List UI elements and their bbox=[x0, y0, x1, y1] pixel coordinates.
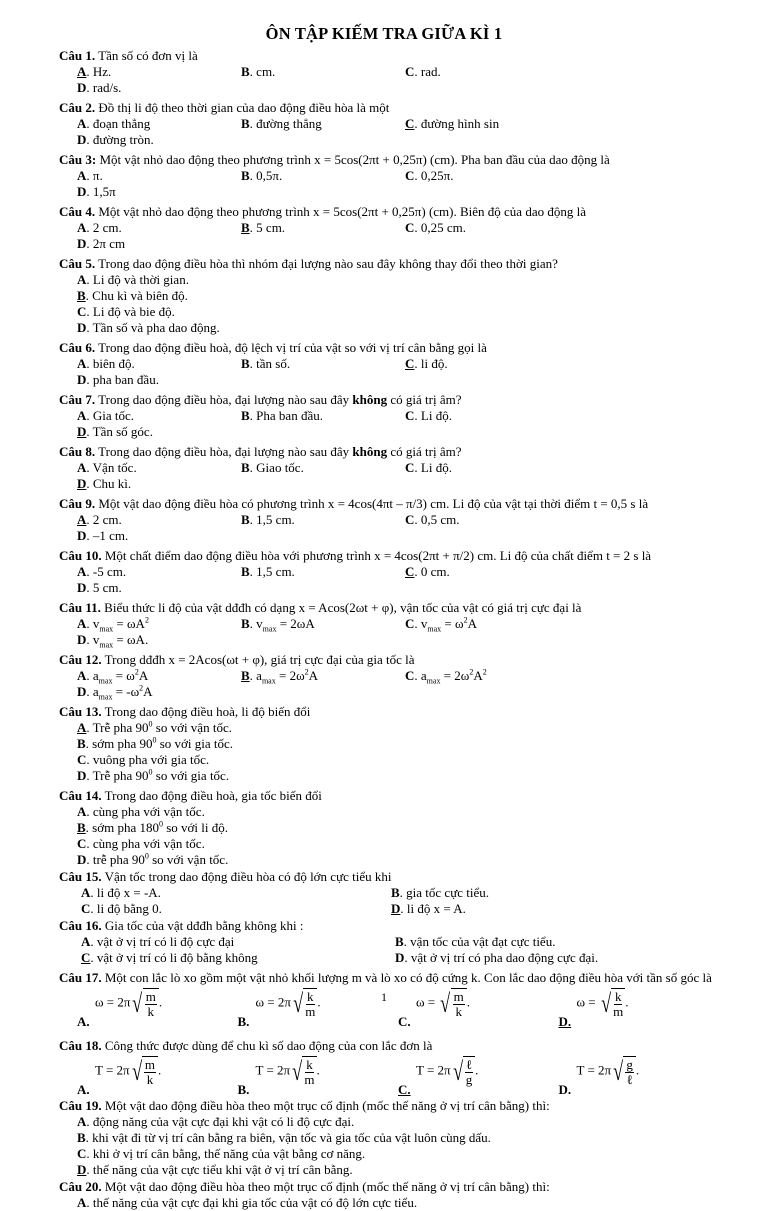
option-d[interactable]: D. vật ở vị trí có pha dao động cực đại. bbox=[395, 950, 599, 965]
question-text: Công thức được dùng để chu kì số dao động của con lắc đơn là bbox=[101, 1038, 433, 1053]
question-text: Vận tốc trong dao động điều hòa có độ lớn cực tiểu khi bbox=[101, 869, 392, 884]
question-number: Câu 14. bbox=[59, 788, 102, 803]
question-text: Một vật nhỏ dao động theo phương trình x = 5cos(2πt + 0,25π) (cm). Pha ban đầu của dao động là bbox=[96, 152, 610, 167]
option-d[interactable]: D. 2π cm bbox=[77, 236, 126, 251]
option-d[interactable]: D. $v_{max} = \omega A$. bbox=[77, 632, 149, 650]
question-text: Một vật dao động điều hòa có phương trình x = 4cos(4πt – π/3) cm. Li độ của vật tại thời điểm t = 0,5 s là bbox=[95, 496, 649, 511]
option-a[interactable]: A. 2 cm. bbox=[77, 220, 122, 235]
formula: T = 2π √ $\frac{\text{ℓ}}{g}$ . bbox=[416, 1056, 479, 1087]
question-text: Đồ thị li độ theo thời gian của dao động điều hòa là một bbox=[95, 100, 390, 115]
question-number: Câu 1. bbox=[59, 48, 96, 63]
question-2 bbox=[59, 100, 719, 148]
question-number: Câu 7. bbox=[59, 392, 96, 407]
question-20 bbox=[59, 1179, 719, 1211]
option-b[interactable]: B. ω = 2π √ $\frac{k}{m}$ . bbox=[237, 988, 321, 1029]
keyword-not: không bbox=[352, 392, 388, 407]
question-number: Câu 2. bbox=[59, 100, 96, 115]
option-d[interactable]: D. Chu kì. bbox=[77, 476, 132, 491]
page-number: 1 bbox=[381, 990, 387, 1004]
question-number: Câu 13. bbox=[59, 704, 102, 719]
option-d[interactable]: D. Trễ pha $90^0$ so với gia tốc. bbox=[77, 767, 230, 783]
question-6 bbox=[59, 340, 719, 388]
option-b[interactable]: B. Pha ban đầu. bbox=[241, 408, 323, 423]
question-19 bbox=[59, 1098, 719, 1178]
question-15 bbox=[59, 869, 719, 917]
question-number: Câu 16. bbox=[59, 918, 102, 933]
question-12 bbox=[59, 652, 719, 700]
option-d[interactable]: D. 5 cm. bbox=[77, 580, 122, 595]
sqrt-icon: √ bbox=[132, 988, 143, 1018]
question-number: Câu 9. bbox=[59, 496, 96, 511]
option-c[interactable]: C. Li độ. bbox=[405, 460, 452, 475]
formula: T = 2π √ $\frac{g}{\text{ℓ}}$ . bbox=[576, 1056, 640, 1087]
page-title: ÔN TẬP KIẾM TRA GIỮA KÌ 1 bbox=[265, 24, 503, 43]
question-number: Câu 11. bbox=[59, 600, 101, 615]
option-a[interactable]: A. Gia tốc. bbox=[77, 408, 135, 423]
option-a[interactable]: A. động năng của vật cực đại khi vật có li độ cực đại. bbox=[77, 1114, 355, 1129]
option-c[interactable]: C. 0 cm. bbox=[405, 564, 450, 579]
sqrt-icon: √ bbox=[613, 1056, 624, 1086]
option-b[interactable]: B. $v_{max} = 2\omega A$ bbox=[241, 616, 315, 634]
question-text: Một vật dao động điều hòa theo một trục cố định (mốc thế năng ở vị trí cân bằng) thì: bbox=[101, 1098, 550, 1113]
question-number: Câu 10. bbox=[59, 548, 102, 563]
option-d[interactable]: D. rad/s. bbox=[77, 80, 122, 95]
option-d[interactable]: D. –1 cm. bbox=[77, 528, 129, 543]
option-a[interactable]: A. biên độ. bbox=[77, 356, 135, 371]
option-d[interactable]: D. T = 2π √ $\frac{g}{\text{ℓ}}$ . bbox=[558, 1056, 640, 1097]
option-d[interactable]: D. thế năng của vật cực tiểu khi vật ở vị trí cân bằng. bbox=[77, 1162, 353, 1177]
option-a[interactable]: A. thế năng của vật cực đại khi gia tốc của vật có độ lớn cực tiểu. bbox=[77, 1195, 418, 1210]
question-text: Trong dđđh x = 2Acos(ωt + φ), giá trị cực đại của gia tốc là bbox=[101, 652, 415, 667]
question-text: Một vật dao động điều hòa theo một trục cố định (mốc thế năng ở vị trí cân bằng) thì: bbox=[101, 1179, 550, 1194]
question-number: Câu 17. bbox=[59, 970, 102, 985]
option-c[interactable]: C. vật ở vị trí có li độ bằng không bbox=[81, 950, 258, 965]
option-b[interactable]: B. tần số. bbox=[241, 356, 291, 371]
question-number: Câu 20. bbox=[59, 1179, 102, 1194]
option-d[interactable]: D. đường tròn. bbox=[77, 132, 154, 147]
option-a[interactable]: A. ω = 2π √ $\frac{m}{k}$ . bbox=[77, 988, 163, 1029]
question-number: Câu 15. bbox=[59, 869, 102, 884]
option-b[interactable]: B. 5 cm. bbox=[241, 220, 286, 235]
option-d[interactable]: D. li độ x = A. bbox=[391, 901, 466, 916]
sqrt-icon: √ bbox=[131, 1056, 142, 1086]
question-text: Trong dao động điều hoà, độ lệch vị trí của vật so với vị trí cân bằng gọi là bbox=[95, 340, 487, 355]
option-b[interactable]: B. sớm pha $90^0$ so với gia tốc. bbox=[77, 735, 234, 751]
option-a[interactable]: A. cùng pha với vận tốc. bbox=[77, 804, 205, 819]
option-a[interactable]: A. 2 cm. bbox=[77, 512, 122, 527]
question-number: Câu 19. bbox=[59, 1098, 102, 1113]
formula: T = 2π √ $\frac{m}{k}$ . bbox=[95, 1056, 162, 1087]
option-b[interactable]: B. $a_{max} = 2\omega^2A$ bbox=[241, 667, 319, 686]
option-c[interactable]: C. đường hình sin bbox=[405, 116, 500, 131]
sqrt-icon: √ bbox=[601, 988, 612, 1018]
formula: ω = 2π √ $\frac{m}{k}$ . bbox=[95, 988, 163, 1019]
option-b[interactable]: B. vận tốc của vật đạt cực tiểu. bbox=[395, 934, 556, 949]
question-text: Một vật nhỏ dao động theo phương trình x = 5cos(2πt + 0,25π) (cm). Biên độ của dao động là bbox=[95, 204, 586, 219]
question-9 bbox=[59, 496, 719, 544]
option-a[interactable]: A. T = 2π √ $\frac{m}{k}$ . bbox=[77, 1056, 162, 1097]
option-c[interactable]: C. Li độ. bbox=[405, 408, 452, 423]
question-text: Gia tốc của vật dđđh bằng không khi : bbox=[101, 918, 304, 933]
question-number: Câu 5. bbox=[59, 256, 96, 271]
option-a[interactable]: A. li độ x = -A. bbox=[81, 885, 161, 900]
sqrt-icon: √ bbox=[292, 1056, 303, 1086]
option-c[interactable]: C. 0,5 cm. bbox=[405, 512, 460, 527]
option-b[interactable]: B. T = 2π √ $\frac{k}{m}$ . bbox=[237, 1056, 320, 1097]
option-c[interactable]: C. T = 2π √ $\frac{\text{ℓ}}{g}$ . bbox=[398, 1056, 479, 1097]
question-4 bbox=[59, 204, 719, 252]
option-d[interactable]: D. 1,5π bbox=[77, 184, 116, 199]
question-11 bbox=[59, 600, 719, 648]
option-a[interactable]: A. $v_{max} = \omega A^2$ bbox=[77, 615, 149, 634]
question-text: Trong dao động điều hòa thì nhóm đại lượng nào sau đây không thay đổi theo thời gian? bbox=[95, 256, 558, 271]
option-c[interactable]: C. vuông pha với gia tốc. bbox=[77, 752, 210, 767]
question-text: Một chất điểm dao động điều hòa với phương trình x = 4cos(2πt + π/2) cm. Li độ của chất điểm t = 2 s là bbox=[101, 548, 652, 563]
option-b[interactable]: B. 0,5π. bbox=[241, 168, 283, 183]
question-number: Câu 18. bbox=[59, 1038, 102, 1053]
option-a[interactable]: A. π. bbox=[77, 168, 103, 183]
option-b[interactable]: B. gia tốc cực tiểu. bbox=[391, 885, 490, 900]
option-b[interactable]: B. Chu kì và biên độ. bbox=[77, 288, 188, 303]
option-c[interactable]: C. rad. bbox=[405, 64, 441, 79]
option-d[interactable]: D. pha ban đầu. bbox=[77, 372, 159, 387]
question-number: Câu 8. bbox=[59, 444, 96, 459]
formula: ω = √ $\frac{k}{m}$ . bbox=[576, 988, 629, 1019]
question-1 bbox=[59, 48, 719, 96]
question-text: Trong dao động điều hoà, li độ biến đổi bbox=[101, 704, 311, 719]
question-10 bbox=[59, 548, 719, 596]
option-a[interactable]: A. vật ở vị trí có li độ cực đại bbox=[81, 934, 235, 949]
option-c[interactable]: C. ω = √ $\frac{m}{k}$ . bbox=[398, 988, 471, 1029]
option-c[interactable]: C. cùng pha với vận tốc. bbox=[77, 836, 205, 851]
option-d[interactable]: D. ω = √ $\frac{k}{m}$ . bbox=[558, 988, 629, 1029]
option-b[interactable]: B. sớm pha $180^0$ so với li độ. bbox=[77, 819, 229, 835]
option-c[interactable]: C. 0,25 cm. bbox=[405, 220, 467, 235]
formula: ω = 2π √ $\frac{k}{m}$ . bbox=[255, 988, 321, 1019]
option-d[interactable]: D. trễ pha $90^0$ so với vận tốc. bbox=[77, 851, 229, 867]
option-a[interactable]: A. Trễ pha $90^0$ so với vận tốc. bbox=[77, 719, 232, 735]
question-3 bbox=[59, 152, 719, 200]
option-a[interactable]: A. $a_{max} = \omega^2A$ bbox=[77, 667, 149, 686]
question-number: Câu 12. bbox=[59, 652, 102, 667]
option-c[interactable]: C. $v_{max} = \omega^2A$ bbox=[405, 615, 477, 634]
question-text: Biểu thức li độ của vật dđđh có dạng x = Acos(2ωt + φ), vận tốc của vật có giá trị cực đại là bbox=[100, 600, 582, 615]
question-5 bbox=[59, 256, 719, 336]
question-text: Trong dao động điều hoà, gia tốc biến đổi bbox=[101, 788, 322, 803]
formula: ω = √ $\frac{m}{k}$ . bbox=[416, 988, 471, 1019]
sqrt-icon: √ bbox=[293, 988, 304, 1018]
option-d[interactable]: D. Tần số góc. bbox=[77, 424, 153, 439]
option-c[interactable]: C. li độ. bbox=[405, 356, 448, 371]
question-8: Câu 8. Trong dao động điều hòa, đại lượng nào sau đây không có giá trị âm? A. Vận tốc. B. Giao tốc. C. Li độ. D. Chu kì. bbox=[59, 444, 719, 492]
question-list bbox=[59, 48, 719, 1211]
option-c[interactable]: C. khi ở vị trí cân bằng, thế năng của vật bằng cơ năng. bbox=[77, 1146, 366, 1161]
question-text: Tần số có đơn vị là bbox=[95, 48, 198, 63]
option-d[interactable]: D. Tần số và pha dao động. bbox=[77, 320, 220, 335]
question-18 bbox=[59, 1038, 719, 1098]
option-b[interactable]: B. đường thẳng bbox=[241, 116, 322, 131]
option-b[interactable]: B. 1,5 cm. bbox=[241, 564, 295, 579]
option-b[interactable]: B. cm. bbox=[241, 64, 276, 79]
option-c[interactable]: C. $a_{max} = 2\omega^2A^2$ bbox=[405, 667, 487, 686]
option-c[interactable]: C. Li độ và bie độ. bbox=[77, 304, 175, 319]
option-a[interactable]: A. đoạn thẳng bbox=[77, 116, 151, 131]
question-text: Một con lắc lò xo gồm một vật nhỏ khối lượng m và lò xo có độ cứng k. Con lắc dao động điều hòa với tần số góc là bbox=[101, 970, 712, 985]
question-number: Câu 6. bbox=[59, 340, 96, 355]
option-c[interactable]: C. 0,25π. bbox=[405, 168, 454, 183]
option-b[interactable]: B. Giao tốc. bbox=[241, 460, 304, 475]
option-b[interactable]: B. 1,5 cm. bbox=[241, 512, 295, 527]
option-c[interactable]: C. li độ bằng 0. bbox=[81, 901, 162, 916]
formula: T = 2π √ $\frac{k}{m}$ . bbox=[255, 1056, 320, 1087]
option-a[interactable]: A. Vận tốc. bbox=[77, 460, 137, 475]
question-number: Câu 3: bbox=[59, 152, 97, 167]
option-a[interactable]: A. -5 cm. bbox=[77, 564, 127, 579]
question-number: Câu 4. bbox=[59, 204, 96, 219]
option-b[interactable]: B. khi vật đi từ vị trí cân bằng ra biên, vận tốc và gia tốc của vật luôn cùng dấu. bbox=[77, 1130, 491, 1145]
question-16 bbox=[59, 918, 719, 966]
sqrt-icon: √ bbox=[440, 988, 451, 1018]
option-d[interactable]: D. $a_{max} = -\omega^2A$ bbox=[77, 683, 153, 702]
question-14 bbox=[59, 788, 719, 868]
question-13 bbox=[59, 704, 719, 784]
sqrt-icon: √ bbox=[452, 1056, 463, 1086]
question-7: Câu 7. Trong dao động điều hòa, đại lượng nào sau đây không có giá trị âm? A. Gia tốc. B. Pha ban đầu. C. Li độ. D. Tần số góc. bbox=[59, 392, 719, 440]
option-a[interactable]: A. Hz. bbox=[77, 64, 112, 79]
keyword-not: không bbox=[352, 444, 388, 459]
option-a[interactable]: A. Li độ và thời gian. bbox=[77, 272, 189, 287]
